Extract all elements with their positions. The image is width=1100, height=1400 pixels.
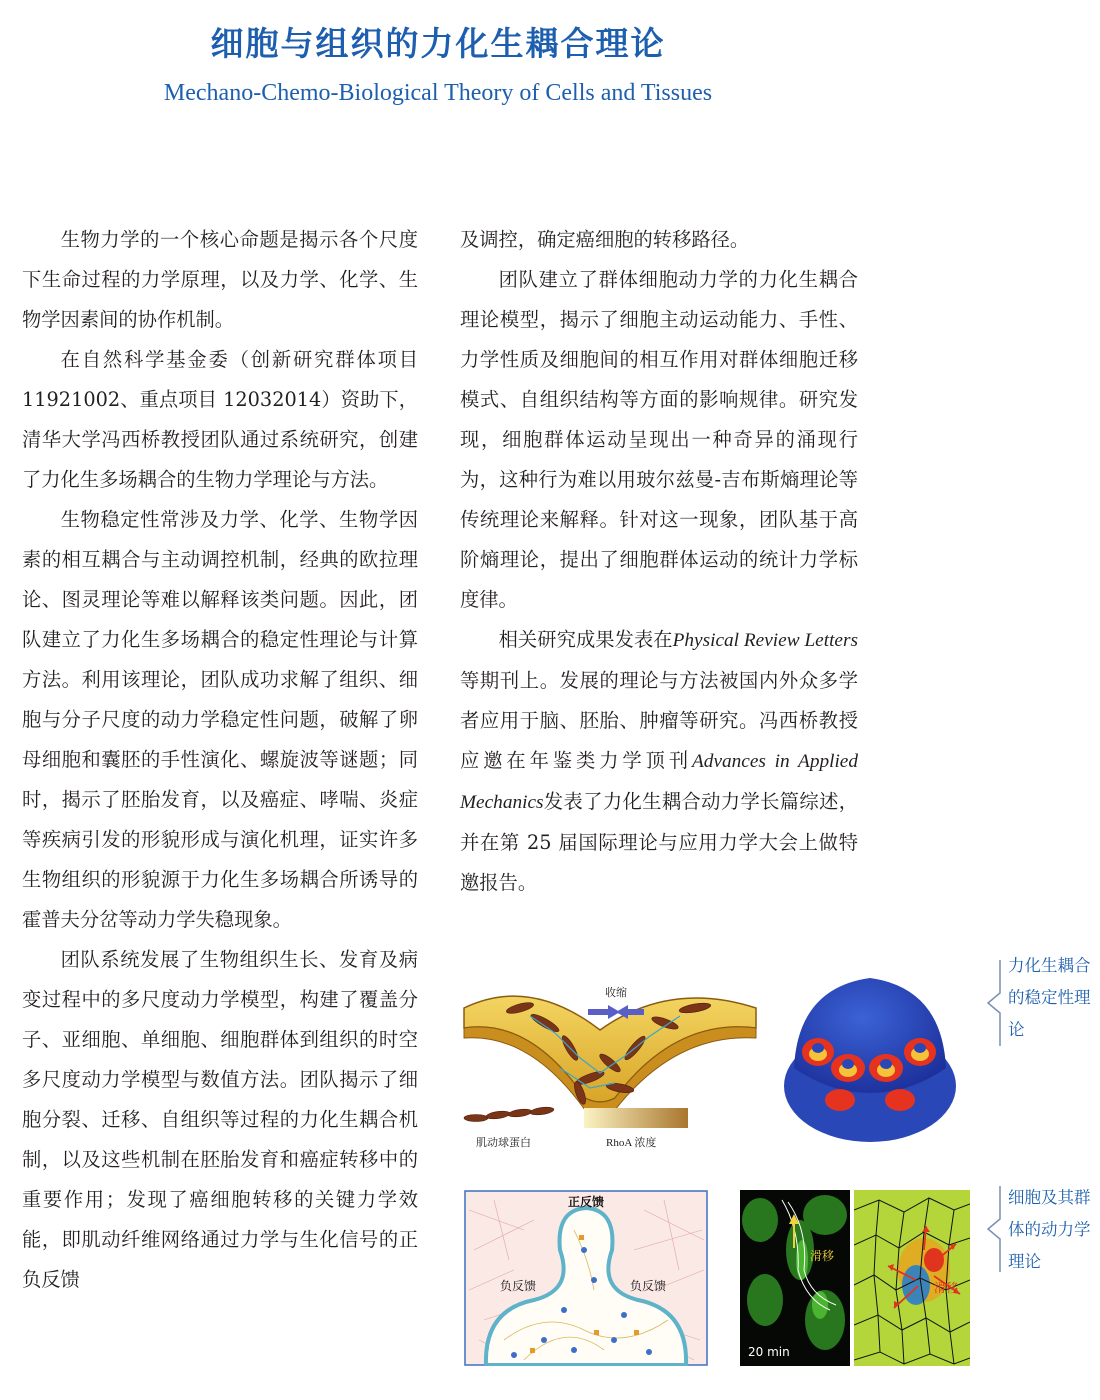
- paragraph-4: 团队系统发展了生物组织生长、发育及病变过程中的多尺度动力学模型，构建了覆盖分子、亚细胞、单细胞、细胞群体到组织的时空多尺度动力学模型与数值方法。团队揭示了细胞分裂、迁移、自组织等过程的力化生耦合机制，以及这些机制在胚胎发育和癌症转移中的重要作用；发现了癌细胞转移的关键力学效能，即肌动纤维网络通过力学与生化信号的正负反馈: [22, 948, 418, 1291]
- figure-feedback-cell: [464, 1190, 708, 1366]
- page-title: 细胞与组织的力化生耦合理论: [210, 24, 666, 63]
- paragraph-6-part-a: 相关研究成果发表在: [498, 628, 673, 651]
- paragraph-5: 团队建立了群体细胞动力学的力化生耦合理论模型，揭示了细胞主动运动能力、手性、力学性质及细胞间的相互作用对群体细胞迁移模式、自组织结构等方面的影响规律。研究发现，细胞群体运动呈现出一种奇异的涌现行为，这种行为难以用玻尔兹曼-吉布斯熵理论等传统理论来解释。针对这一现象，团队基于高阶熵理论，提出了细胞群体运动的统计力学标度律。: [460, 268, 858, 611]
- slide-label-left: 滑移: [810, 1249, 835, 1263]
- positive-feedback-label: 正反馈: [568, 1195, 605, 1209]
- paragraph-6-part-c: 发表了力化生耦合动力学长篇综述，并在第 25 届国际理论与应用力学大会上做特邀报告。: [460, 790, 858, 894]
- figure-fluorescence-micrograph: [740, 1190, 850, 1366]
- paragraph-6: [460, 620, 858, 903]
- slide-label-right: 滑移: [934, 1281, 959, 1295]
- right-text-column: [460, 220, 858, 903]
- figure-actomyosin-contraction: [460, 978, 760, 1158]
- page-subtitle-english: Mechano-Chemo-Biological Theory of Cells and Tissues: [163, 80, 713, 106]
- paragraph-2: 在自然科学基金委（创新研究群体项目 11921002、重点项目 12032014）资助下，清华大学冯西桥教授团队通过系统研究，创建了力化生多场耦合的生物力学理论与方法。: [22, 348, 418, 491]
- figure-dome-simulation: [780, 968, 960, 1148]
- paragraph-1: 生物力学的一个核心命题是揭示各个尺度下生命过程的力学原理，以及力学、化学、生物学因素间的协作机制。: [22, 228, 418, 331]
- left-text-column: [22, 220, 418, 1300]
- caption-brace-bottom: [984, 1184, 1004, 1274]
- caption-collective-dynamics: 细胞及其群体的动力学理论: [1008, 1188, 1091, 1271]
- journal-aam: Advances in Applied Mechanics: [460, 751, 859, 813]
- negative-feedback-label-right: 负反馈: [630, 1279, 667, 1293]
- paragraph-6-part-b: 等期刊上。发展的理论与方法被国内外众多学者应用于脑、胚胎、肿瘤等研究。冯西桥教授应邀在年鉴类力学顶刊: [460, 669, 858, 772]
- caption-brace-top: [984, 958, 1004, 1048]
- caption-stability-theory: 力化生耦合的稳定性理论: [1008, 956, 1091, 1039]
- journal-prl: Physical Review Letters: [672, 630, 858, 651]
- contraction-label: 收缩: [605, 986, 627, 999]
- actomyosin-label: 肌动球蛋白: [476, 1136, 531, 1149]
- paragraph-4-continued: 及调控，确定癌细胞的转移路径。: [460, 228, 750, 251]
- rhoa-colorbar: [584, 1108, 688, 1128]
- rhoa-label: RhoA 浓度: [606, 1137, 657, 1149]
- time-label: 20 min: [748, 1345, 790, 1359]
- paragraph-3: 生物稳定性常涉及力学、化学、生物学因素的相互耦合与主动调控机制，经典的欧拉理论、图灵理论等难以解释该类问题。因此，团队建立了力化生多场耦合的稳定性理论与计算方法。利用该理论，团队成功求解了组织、细胞与分子尺度的动力学稳定性问题，破解了卵母细胞和囊胚的手性演化、螺旋波等谜题；同时，揭示了胚胎发育，以及癌症、哮喘、炎症等疾病引发的形貌形成与演化机理，证实许多生物组织的形貌源于力化生多场耦合所诱导的霍普夫分岔等动力学失稳现象。: [22, 508, 418, 931]
- negative-feedback-label-left: 负反馈: [500, 1279, 537, 1293]
- figure-vertex-model: [854, 1190, 970, 1366]
